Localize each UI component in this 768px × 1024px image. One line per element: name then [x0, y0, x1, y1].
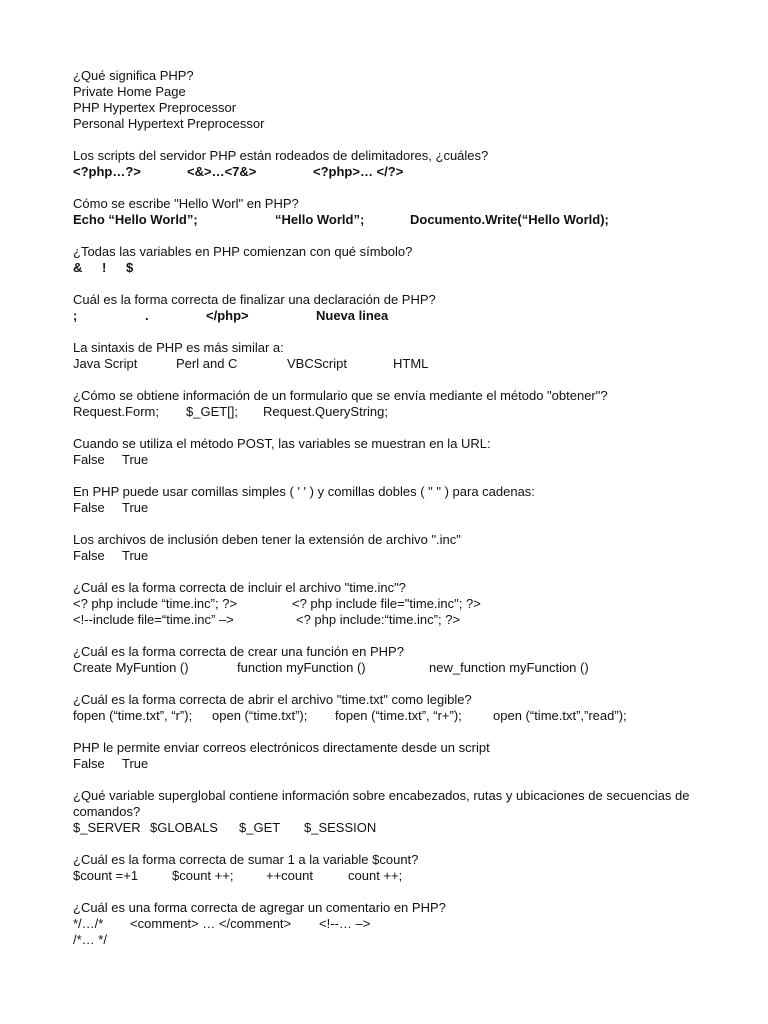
options-row — [73, 164, 703, 180]
answer-line: Private Home Page — [73, 84, 186, 99]
options-row — [73, 260, 703, 276]
option: */…/* — [73, 916, 104, 931]
options-row — [73, 308, 703, 324]
option: $_SESSION — [304, 820, 377, 835]
answer-line: Personal Hypertext Preprocessor — [73, 116, 265, 131]
options-row — [73, 612, 703, 628]
question-block-4 — [73, 244, 703, 276]
option: . — [145, 308, 149, 323]
question-block-17 — [73, 900, 703, 948]
question-block-3 — [73, 196, 703, 228]
option: <!--include file=“time.inc” –> — [73, 612, 234, 627]
question-text: ¿Qué significa PHP? — [73, 68, 194, 83]
options-row — [73, 660, 703, 676]
question-block-6 — [73, 340, 703, 372]
option: Create MyFuntion () — [73, 660, 189, 675]
question-text: ¿Cuál es la forma correcta de crear una función en PHP? — [73, 644, 404, 659]
question-block-14 — [73, 740, 703, 772]
option: fopen (“time.txt”, “r+”); — [335, 708, 462, 723]
question-block-16 — [73, 852, 703, 884]
option: True — [122, 452, 149, 467]
option: <?php…?> — [73, 164, 141, 179]
option: count ++; — [348, 868, 403, 883]
question-block-15 — [73, 788, 703, 836]
option: Java Script — [73, 356, 138, 371]
option: ! — [102, 260, 107, 275]
options-row — [73, 212, 703, 228]
question-block-11 — [73, 580, 703, 628]
option: function myFunction () — [237, 660, 366, 675]
option: <?php>… </?> — [313, 164, 404, 179]
question-block-1 — [73, 68, 703, 132]
option: open (“time.txt”,”read”); — [493, 708, 627, 723]
option: False — [73, 756, 105, 771]
option: fopen (“time.txt”, “r”); — [73, 708, 193, 723]
question-text: ¿Cuál es la forma correcta de incluir el archivo "time.inc"? — [73, 580, 406, 595]
option: $count =+1 — [73, 868, 139, 883]
option: False — [73, 452, 105, 467]
question-block-5 — [73, 292, 703, 324]
question-text: ¿Cuál es una forma correcta de agregar un comentario en PHP? — [73, 900, 446, 915]
option: $_GET[]; — [186, 404, 239, 419]
option: Nueva linea — [316, 308, 389, 323]
options-row — [73, 596, 703, 612]
option: True — [122, 756, 149, 771]
options-row — [73, 452, 703, 468]
options-row — [73, 820, 703, 836]
question-block-12 — [73, 644, 703, 676]
document-page — [73, 68, 703, 964]
options-row — [73, 916, 703, 932]
question-block-2 — [73, 148, 703, 180]
option: new_function myFunction () — [429, 660, 589, 675]
option: <!--… –> — [319, 916, 371, 931]
option: HTML — [393, 356, 429, 371]
answer-line: PHP Hypertex Preprocessor — [73, 100, 237, 115]
options-row — [73, 404, 703, 420]
options-row — [73, 356, 703, 372]
option: $ — [126, 260, 134, 275]
question-text: Cuando se utiliza el método POST, las variables se muestran en la URL: — [73, 436, 491, 451]
option: <? php include “time.inc”; ?> — [73, 596, 238, 611]
question-block-13 — [73, 692, 703, 724]
option: Request.QueryString; — [263, 404, 389, 419]
option: False — [73, 548, 105, 563]
options-row — [73, 756, 703, 772]
option: & — [73, 260, 83, 275]
question-text: ¿Cuál es la forma correcta de abrir el archivo "time.txt" como legible? — [73, 692, 472, 707]
option: Echo “Hello World”; — [73, 212, 198, 227]
option: ++count — [266, 868, 313, 883]
options-row — [73, 868, 703, 884]
option: “Hello World”; — [275, 212, 365, 227]
option: Perl and C — [176, 356, 238, 371]
option: $count ++; — [172, 868, 234, 883]
option: Documento.Write(“Hello World); — [410, 212, 609, 227]
options-row: /*… */ — [73, 932, 107, 947]
question-block-8 — [73, 436, 703, 468]
question-text: ¿Cómo se obtiene información de un formulario que se envía mediante el método "obtener"? — [73, 388, 608, 403]
option: $_SERVER — [73, 820, 141, 835]
option: True — [122, 500, 149, 515]
option: Request.Form; — [73, 404, 159, 419]
question-text: Los archivos de inclusión deben tener la extensión de archivo ".inc" — [73, 532, 461, 547]
question-text: En PHP puede usar comillas simples ( ' ' ) y comillas dobles ( " " ) para cadenas: — [73, 484, 535, 499]
option: <&>…<7&> — [187, 164, 257, 179]
question-text: ¿Todas las variables en PHP comienzan con qué símbolo? — [73, 244, 413, 259]
question-text: Cómo se escribe "Hello Worl" en PHP? — [73, 196, 299, 211]
question-text: ¿Cuál es la forma correcta de sumar 1 a la variable $count? — [73, 852, 419, 867]
options-row — [73, 500, 703, 516]
question-text: ¿Qué variable superglobal contiene información sobre encabezados, rutas y ubicaciones de secuencias de comandos? — [73, 788, 690, 819]
option: VBCScript — [287, 356, 347, 371]
question-block-10 — [73, 532, 703, 564]
option: open (“time.txt”); — [212, 708, 308, 723]
option: </php> — [206, 308, 249, 323]
option: False — [73, 500, 105, 515]
options-row — [73, 708, 703, 724]
question-text: La sintaxis de PHP es más similar a: — [73, 340, 284, 355]
option: $_GET — [239, 820, 281, 835]
option: ; — [73, 308, 78, 323]
option: <? php include file="time.inc"; ?> — [292, 596, 481, 611]
option: $GLOBALS — [150, 820, 218, 835]
question-text: Los scripts del servidor PHP están rodeados de delimitadores, ¿cuáles? — [73, 148, 489, 163]
question-text: Cuál es la forma correcta de finalizar una declaración de PHP? — [73, 292, 436, 307]
question-block-9 — [73, 484, 703, 516]
options-row — [73, 548, 703, 564]
question-block-7 — [73, 388, 703, 420]
option: True — [122, 548, 149, 563]
option: <? php include:“time.inc”; ?> — [296, 612, 461, 627]
option: <comment> … </comment> — [130, 916, 292, 931]
question-text: PHP le permite enviar correos electrónicos directamente desde un script — [73, 740, 490, 755]
